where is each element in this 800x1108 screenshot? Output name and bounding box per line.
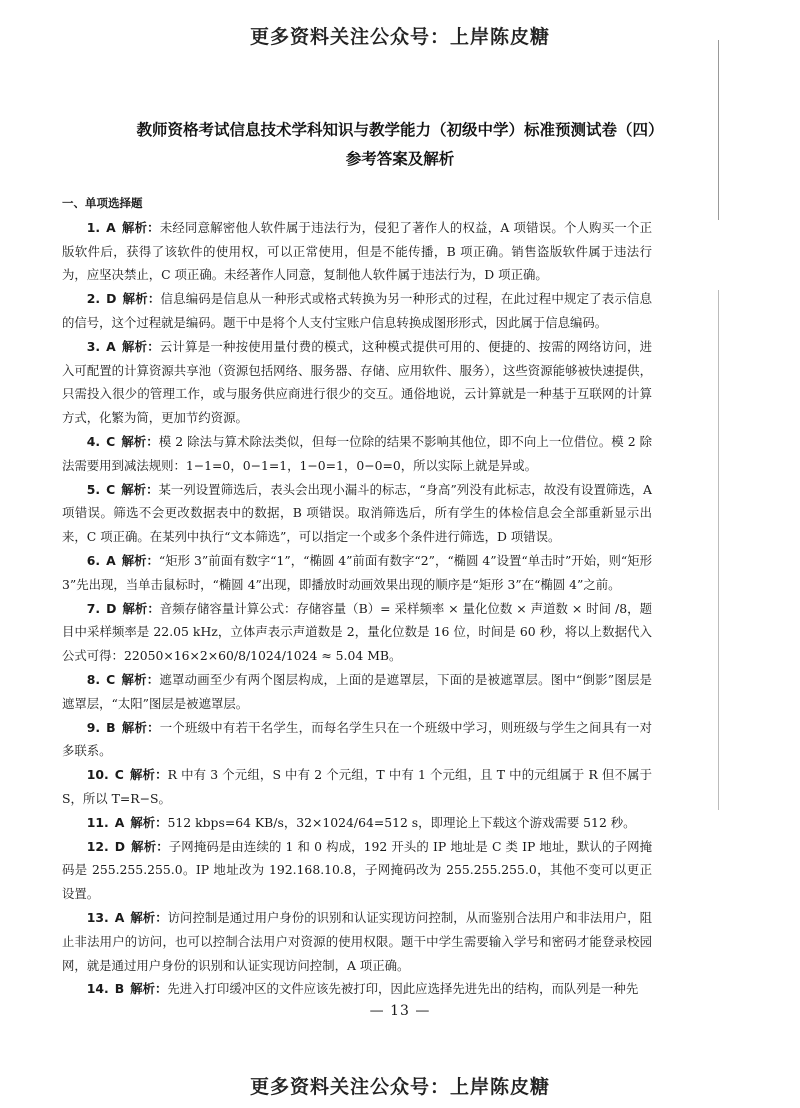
item-number: 13.: [86, 909, 109, 925]
item-answer: B: [106, 719, 116, 735]
item-number: 4.: [86, 433, 101, 449]
analysis-text: 云计算是一种按使用量付费的模式，这种模式提供可用的、便捷的、按需的网络访问，进入可配置的计算资源共享池（资源包括网络、服务器、存储、应用软件、服务），这些资源能够被快速提供，只需投入很少的管理工作，或与服务供应商进行很少的交互。通俗地说，云计算就是一种基于互联网的计算方式，化繁为简，更加节约资源。: [62, 338, 653, 426]
item-number: 10.: [86, 767, 109, 783]
analysis-label: 解析：: [121, 338, 160, 354]
item-answer: A: [106, 338, 116, 354]
answer-item: [62, 430, 652, 478]
answer-item: [62, 549, 652, 597]
analysis-label: 解析：: [122, 600, 160, 616]
analysis-text: 未经同意解密他人软件属于违法行为，侵犯了著作人的权益，A 项错误。个人购买一个正版软件后，获得了该软件的使用权，可以正常使用，但是不能传播，B 项正确。销售盗版软件属于违法行为，应坚决禁止，C 项正确。未经著作人同意，复制他人软件属于违法行为，D 项正确。: [62, 219, 653, 283]
answer-item: [62, 835, 652, 906]
section-heading: 一、单项选择题: [62, 196, 143, 210]
item-number: 1.: [86, 219, 101, 235]
answer-item: [62, 335, 652, 430]
analysis-label: 解析：: [122, 291, 161, 307]
analysis-text: R 中有 3 个元组，S 中有 2 个元组，T 中有 1 个元组，且 T 中的元组属于 R 但不属于 S，所以 T=R−S。: [62, 767, 653, 806]
answer-content: [62, 192, 652, 1001]
item-answer: C: [106, 481, 116, 497]
analysis-text: 一个班级中有若干名学生，而每名学生只在一个班级中学习，则班级与学生之间具有一对多联系。: [62, 719, 653, 759]
item-answer: C: [106, 433, 116, 449]
analysis-label: 解析：: [121, 433, 159, 449]
analysis-label: 解析：: [121, 481, 159, 497]
item-number: 14.: [86, 981, 109, 997]
analysis-label: 解析：: [121, 219, 160, 235]
item-answer: D: [106, 600, 117, 616]
analysis-text: 模 2 除法与算术除法类似，但每一位除的结果不影响其他位，即不向上一位借位。模 2 除法需要用到减法规则：1−1=0，0−1=1，1−0=1，0−0=0，所以实际上就是异或。: [62, 433, 652, 473]
analysis-label: 解析：: [129, 767, 168, 783]
answer-item: [62, 216, 652, 287]
answer-item: [62, 668, 652, 716]
answer-item: [62, 906, 652, 977]
item-answer: A: [106, 219, 116, 235]
item-number: 7.: [86, 600, 101, 616]
analysis-label: 解析：: [130, 909, 168, 925]
watermark-banner-bottom: 更多资料关注公众号：上岸陈皮糖: [249, 1076, 550, 1098]
analysis-text: 某一列设置筛选后，表头会出现小漏斗的标志，“身高”列没有此标志，故没有设置筛选，A 项错误。筛选不会更改数据表中的数据，B 项错误。取消筛选后，所有学生的体检信息会全部重新显示出来，C 项正确。在某列中执行“文本筛选”，可以指定一个或多个条件进行筛选，D 项错误。: [62, 481, 652, 545]
analysis-label: 解析：: [121, 719, 160, 735]
item-number: 12.: [86, 838, 109, 854]
analysis-text: 512 kbps=64 KB/s，32×1024/64=512 s，即理论上下载这个游戏需要 512 秒。: [167, 814, 636, 830]
analysis-text: 音频存储容量计算公式：存储容量（B）= 采样频率 × 量化位数 × 声道数 × 时间 /8，题目中采样频率是 22.05 kHz，立体声表示声道数是 2，量化位数是 16 位，时间是 60 秒，将以上数据代入公式可得：22050×16×2×60/8/1024/1024 ≈ 5.04 MB。: [62, 600, 653, 664]
answer-item: [62, 287, 652, 335]
answer-item: [62, 478, 652, 549]
watermark-banner-top: 更多资料关注公众号：上岸陈皮糖: [249, 26, 550, 48]
item-number: 5.: [86, 481, 101, 497]
answer-item: [62, 811, 652, 835]
item-answer: C: [114, 767, 124, 783]
analysis-label: 解析：: [121, 552, 159, 568]
analysis-label: 解析：: [131, 838, 169, 854]
item-number: 3.: [86, 338, 101, 354]
analysis-text: 先进入打印缓冲区的文件应该先被打印，因此应选择先进先出的结构，而队列是一种先: [167, 981, 639, 997]
answer-item: [62, 716, 652, 764]
item-number: 9.: [86, 719, 101, 735]
analysis-text: 遮罩动画至少有两个图层构成，上面的是遮罩层，下面的是被遮罩层。图中“倒影”图层是遮罩层，“太阳”图层是被遮罩层。: [62, 671, 652, 711]
item-number: 8.: [86, 671, 101, 687]
item-number: 6.: [86, 552, 101, 568]
item-answer: A: [114, 814, 125, 830]
item-answer: A: [114, 909, 125, 925]
analysis-label: 解析：: [121, 671, 160, 687]
analysis-label: 解析：: [130, 814, 168, 830]
answer-item: [62, 977, 652, 1001]
item-answer: C: [106, 671, 116, 687]
exam-title: 教师资格考试信息技术学科知识与教学能力（初级中学）标准预测试卷（四）: [136, 121, 664, 139]
analysis-text: 访问控制是通过用户身份的识别和认证实现访问控制，从而鉴别合法用户和非法用户，阻止非法用户的访问，也可以控制合法用户对资源的使用权限。题干中学生需要输入学号和密码才能登录校园网，就是通过用户身份的识别和认证实现访问控制，A 项正确。: [62, 909, 653, 973]
item-answer: A: [106, 552, 116, 568]
analysis-text: 子网掩码是由连续的 1 和 0 构成，192 开头的 IP 地址是 C 类 IP 地址，默认的子网掩码是 255.255.255.0。IP 地址改为 192.168.10.8，子网掩码改为 255.255.255.0，其他不变可以更正设置。: [62, 838, 653, 902]
scan-edge-line-middle: [718, 290, 719, 810]
item-answer: B: [114, 981, 125, 997]
page-number: — 13 —: [369, 1003, 431, 1019]
exam-subtitle: 参考答案及解析: [345, 150, 455, 168]
item-number: 11.: [86, 814, 109, 830]
analysis-text: 信息编码是信息从一种形式或格式转换为另一种形式的过程，在此过程中规定了表示信息的信号，这个过程就是编码。题干中是将个人支付宝账户信息转换成图形形式，因此属于信息编码。: [62, 291, 653, 330]
item-answer: D: [114, 838, 126, 854]
analysis-text: “矩形 3”前面有数字“1”，“椭圆 4”前面有数字“2”，“椭圆 4”设置“单击时”开始，则“矩形 3”先出现，当单击鼠标时，“椭圆 4”出现，即播放时动画效果出现的顺序是“矩形 3”在“椭圆 4”之前。: [62, 552, 652, 592]
item-number: 2.: [86, 291, 101, 307]
answer-item: [62, 763, 652, 811]
item-answer: D: [106, 291, 117, 307]
answer-item: [62, 597, 652, 668]
analysis-label: 解析：: [130, 981, 168, 997]
